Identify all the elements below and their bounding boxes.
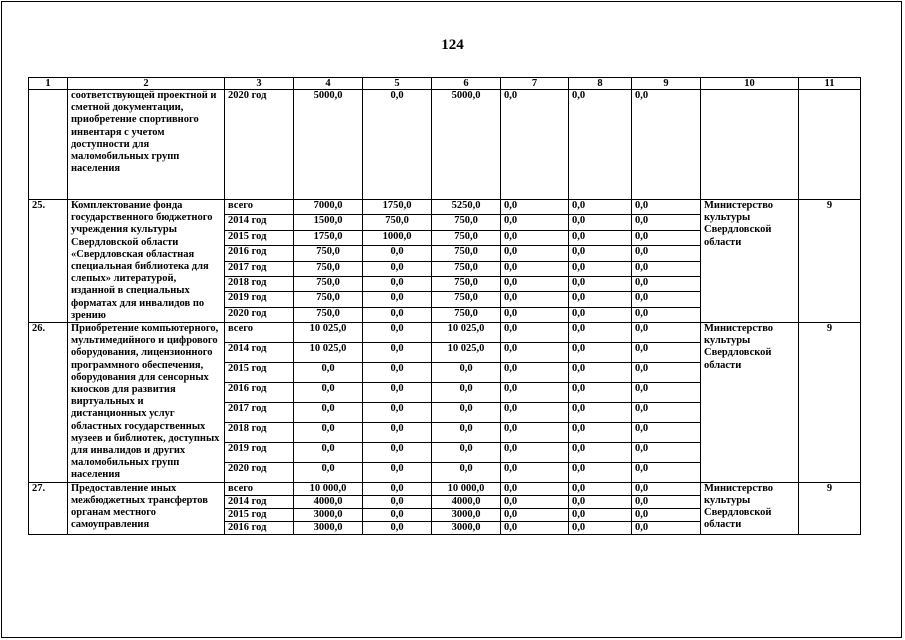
amount-col-4: 0,0: [294, 462, 363, 482]
amount-col-6: 3000,0: [432, 522, 501, 535]
responsible-organization: Министерство культуры Свердловской области: [701, 200, 799, 323]
amount-col-5: 0,0: [363, 323, 432, 343]
amount-col-7: 0,0: [501, 215, 569, 230]
year-label: 2020 год: [225, 90, 294, 200]
column-header: 5: [363, 78, 432, 90]
responsible-organization: [701, 90, 799, 200]
amount-col-4: 0,0: [294, 442, 363, 462]
amount-col-8: 0,0: [569, 246, 632, 261]
amount-col-7: 0,0: [501, 230, 569, 245]
amount-col-4: 0,0: [294, 362, 363, 382]
item-description: Приобретение компьютерного, мультимедийного и цифрового оборудования, лицензионного программного обеспечения, оборудования для сенсорных киосков для развития виртуальных и дистанционных услуг областных государственных музеев и библиотек, доступных для инвалидов и других маломобильных групп населения: [68, 323, 225, 483]
amount-col-8: 0,0: [569, 215, 632, 230]
amount-col-7: 0,0: [501, 402, 569, 422]
amount-col-5: 0,0: [363, 276, 432, 291]
amount-col-8: 0,0: [569, 462, 632, 482]
amount-col-7: 0,0: [501, 307, 569, 322]
column-header: 6: [432, 78, 501, 90]
amount-col-5: 0,0: [363, 422, 432, 442]
amount-col-4: 3000,0: [294, 509, 363, 522]
column-header: 4: [294, 78, 363, 90]
amount-col-4: 1750,0: [294, 230, 363, 245]
item-number: 27.: [29, 482, 68, 535]
amount-col-6: 10 025,0: [432, 323, 501, 343]
column-header: 2: [68, 78, 225, 90]
year-label: всего: [225, 200, 294, 215]
amount-col-8: 0,0: [569, 422, 632, 442]
amount-col-9: 0,0: [632, 276, 701, 291]
year-label: 2014 год: [225, 342, 294, 362]
table-row: [29, 482, 861, 495]
amount-col-7: 0,0: [501, 261, 569, 276]
amount-col-7: 0,0: [501, 323, 569, 343]
amount-col-5: 0,0: [363, 442, 432, 462]
amount-col-9: 0,0: [632, 509, 701, 522]
year-label: 2016 год: [225, 522, 294, 535]
amount-col-8: 0,0: [569, 382, 632, 402]
amount-col-9: 0,0: [632, 495, 701, 508]
amount-col-6: 750,0: [432, 246, 501, 261]
amount-col-5: 1000,0: [363, 230, 432, 245]
amount-col-5: 750,0: [363, 215, 432, 230]
amount-col-7: 0,0: [501, 342, 569, 362]
amount-col-5: 0,0: [363, 307, 432, 322]
column-header: 1: [29, 78, 68, 90]
amount-col-9: 0,0: [632, 261, 701, 276]
amount-col-7: 0,0: [501, 495, 569, 508]
amount-col-6: 750,0: [432, 276, 501, 291]
year-label: 2015 год: [225, 509, 294, 522]
budget-table: [28, 77, 861, 535]
amount-col-9: 0,0: [632, 362, 701, 382]
amount-col-6: 0,0: [432, 382, 501, 402]
target-indicator-number: 9: [799, 482, 861, 535]
amount-col-8: 0,0: [569, 522, 632, 535]
amount-col-6: 10 000,0: [432, 482, 501, 495]
amount-col-5: 0,0: [363, 292, 432, 307]
amount-col-4: 750,0: [294, 261, 363, 276]
year-label: всего: [225, 482, 294, 495]
year-label: 2016 год: [225, 382, 294, 402]
table-row: [29, 323, 861, 343]
amount-col-5: 0,0: [363, 482, 432, 495]
amount-col-6: 4000,0: [432, 495, 501, 508]
amount-col-8: 0,0: [569, 292, 632, 307]
amount-col-6: 0,0: [432, 402, 501, 422]
responsible-organization: Министерство культуры Свердловской области: [701, 323, 799, 483]
amount-col-6: 0,0: [432, 462, 501, 482]
table-row: [29, 90, 861, 200]
amount-col-6: 0,0: [432, 362, 501, 382]
amount-col-9: 0,0: [632, 382, 701, 402]
amount-col-7: 0,0: [501, 482, 569, 495]
amount-col-9: 0,0: [632, 462, 701, 482]
year-label: всего: [225, 323, 294, 343]
amount-col-4: 10 025,0: [294, 342, 363, 362]
amount-col-6: 750,0: [432, 292, 501, 307]
target-indicator-number: [799, 90, 861, 200]
amount-col-6: 0,0: [432, 422, 501, 442]
year-label: 2017 год: [225, 261, 294, 276]
amount-col-8: 0,0: [569, 200, 632, 215]
column-number-row: [29, 78, 861, 90]
column-header: 3: [225, 78, 294, 90]
amount-col-9: 0,0: [632, 246, 701, 261]
year-label: 2018 год: [225, 422, 294, 442]
amount-col-4: 10 000,0: [294, 482, 363, 495]
year-label: 2019 год: [225, 442, 294, 462]
column-header: 9: [632, 78, 701, 90]
item-number: 25.: [29, 200, 68, 323]
amount-col-8: 0,0: [569, 230, 632, 245]
item-number: [29, 90, 68, 200]
column-header: 7: [501, 78, 569, 90]
amount-col-9: 0,0: [632, 342, 701, 362]
amount-col-8: 0,0: [569, 90, 632, 200]
amount-col-5: 0,0: [363, 522, 432, 535]
year-label: 2014 год: [225, 495, 294, 508]
amount-col-4: 0,0: [294, 402, 363, 422]
page-number: 124: [441, 37, 464, 53]
amount-col-4: 4000,0: [294, 495, 363, 508]
amount-col-5: 0,0: [363, 362, 432, 382]
year-label: 2020 год: [225, 462, 294, 482]
year-label: 2016 год: [225, 246, 294, 261]
amount-col-4: 750,0: [294, 276, 363, 291]
table-row: [29, 200, 861, 215]
responsible-organization: Министерство культуры Свердловской области: [701, 482, 799, 535]
amount-col-5: 0,0: [363, 509, 432, 522]
amount-col-4: 750,0: [294, 292, 363, 307]
amount-col-7: 0,0: [501, 382, 569, 402]
amount-col-5: 0,0: [363, 402, 432, 422]
amount-col-8: 0,0: [569, 362, 632, 382]
amount-col-6: 0,0: [432, 442, 501, 462]
year-label: 2017 год: [225, 402, 294, 422]
amount-col-7: 0,0: [501, 422, 569, 442]
amount-col-9: 0,0: [632, 215, 701, 230]
amount-col-9: 0,0: [632, 90, 701, 200]
amount-col-8: 0,0: [569, 261, 632, 276]
amount-col-9: 0,0: [632, 402, 701, 422]
amount-col-8: 0,0: [569, 402, 632, 422]
amount-col-4: 7000,0: [294, 200, 363, 215]
amount-col-4: 0,0: [294, 422, 363, 442]
amount-col-4: 5000,0: [294, 90, 363, 200]
column-header: 8: [569, 78, 632, 90]
amount-col-5: 0,0: [363, 261, 432, 276]
amount-col-7: 0,0: [501, 246, 569, 261]
year-label: 2019 год: [225, 292, 294, 307]
amount-col-8: 0,0: [569, 323, 632, 343]
amount-col-5: 0,0: [363, 90, 432, 200]
year-label: 2020 год: [225, 307, 294, 322]
amount-col-9: 0,0: [632, 307, 701, 322]
amount-col-7: 0,0: [501, 276, 569, 291]
amount-col-9: 0,0: [632, 522, 701, 535]
target-indicator-number: 9: [799, 323, 861, 483]
amount-col-6: 5250,0: [432, 200, 501, 215]
amount-col-9: 0,0: [632, 200, 701, 215]
amount-col-5: 0,0: [363, 342, 432, 362]
item-description: Комплектование фонда государственного бюджетного учреждения культуры Свердловской области «Свердловская областная специальная библиотека для слепых» литературой, изданной в специальных форматах для инвалидов по зрению: [68, 200, 225, 323]
amount-col-8: 0,0: [569, 509, 632, 522]
amount-col-4: 10 025,0: [294, 323, 363, 343]
amount-col-7: 0,0: [501, 522, 569, 535]
amount-col-9: 0,0: [632, 230, 701, 245]
target-indicator-number: 9: [799, 200, 861, 323]
amount-col-5: 0,0: [363, 462, 432, 482]
amount-col-9: 0,0: [632, 442, 701, 462]
amount-col-9: 0,0: [632, 482, 701, 495]
amount-col-7: 0,0: [501, 200, 569, 215]
amount-col-4: 1500,0: [294, 215, 363, 230]
amount-col-7: 0,0: [501, 90, 569, 200]
amount-col-8: 0,0: [569, 442, 632, 462]
amount-col-8: 0,0: [569, 342, 632, 362]
year-label: 2015 год: [225, 230, 294, 245]
amount-col-5: 0,0: [363, 246, 432, 261]
amount-col-8: 0,0: [569, 482, 632, 495]
amount-col-8: 0,0: [569, 276, 632, 291]
amount-col-8: 0,0: [569, 495, 632, 508]
amount-col-7: 0,0: [501, 362, 569, 382]
year-label: 2018 год: [225, 276, 294, 291]
year-label: 2014 год: [225, 215, 294, 230]
year-label: 2015 год: [225, 362, 294, 382]
amount-col-8: 0,0: [569, 307, 632, 322]
amount-col-6: 3000,0: [432, 509, 501, 522]
amount-col-7: 0,0: [501, 292, 569, 307]
amount-col-6: 750,0: [432, 215, 501, 230]
amount-col-9: 0,0: [632, 323, 701, 343]
amount-col-4: 750,0: [294, 246, 363, 261]
amount-col-7: 0,0: [501, 462, 569, 482]
amount-col-9: 0,0: [632, 422, 701, 442]
amount-col-4: 3000,0: [294, 522, 363, 535]
amount-col-5: 0,0: [363, 495, 432, 508]
amount-col-4: 0,0: [294, 382, 363, 402]
amount-col-5: 0,0: [363, 382, 432, 402]
amount-col-6: 10 025,0: [432, 342, 501, 362]
amount-col-5: 1750,0: [363, 200, 432, 215]
amount-col-4: 750,0: [294, 307, 363, 322]
amount-col-7: 0,0: [501, 442, 569, 462]
amount-col-6: 750,0: [432, 307, 501, 322]
amount-col-6: 5000,0: [432, 90, 501, 200]
amount-col-6: 750,0: [432, 261, 501, 276]
column-header: 10: [701, 78, 799, 90]
item-number: 26.: [29, 323, 68, 483]
amount-col-6: 750,0: [432, 230, 501, 245]
item-description: соответствующей проектной и сметной документации, приобретение спортивного инвентаря с учетом доступности для маломобильных групп населения: [68, 90, 225, 200]
amount-col-7: 0,0: [501, 509, 569, 522]
amount-col-9: 0,0: [632, 292, 701, 307]
column-header: 11: [799, 78, 861, 90]
item-description: Предоставление иных межбюджетных трансфертов органам местного самоуправления: [68, 482, 225, 535]
